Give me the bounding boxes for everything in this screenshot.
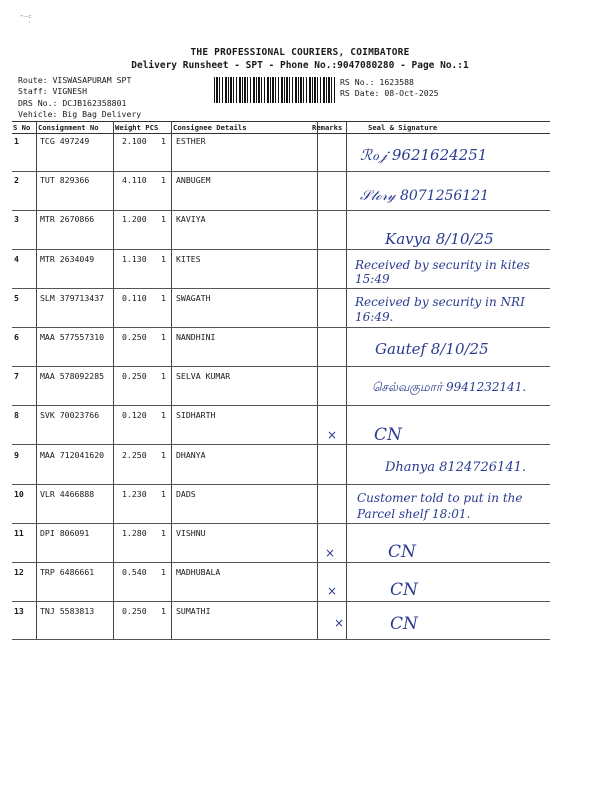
row-consignment: VLR 4466888 xyxy=(40,489,95,499)
row-consignee: DHANYA xyxy=(176,450,206,460)
corner-scribble: ᵔ⁻ᶜ̣ xyxy=(20,14,32,24)
header-bottom-line xyxy=(12,133,550,134)
row-divider xyxy=(12,405,550,406)
header-top-line xyxy=(12,121,550,122)
row-weight: 1.130 xyxy=(122,254,147,264)
staff-label: Staff: VIGNESH xyxy=(18,86,88,96)
row-divider xyxy=(12,562,550,563)
row-consignment: MTR 2670866 xyxy=(40,214,95,224)
row-weight: 0.250 xyxy=(122,606,147,616)
row-consignee: NANDHINI xyxy=(176,332,216,342)
drs-label: DRS No.: DCJB162358801 xyxy=(18,98,127,108)
row-sno: 1 xyxy=(14,136,19,146)
row-weight: 1.230 xyxy=(122,489,147,499)
col-header-consignee: Consignee Details xyxy=(173,123,247,132)
remark-cross-mark: × xyxy=(327,428,338,442)
row-pcs: 1 xyxy=(161,254,166,264)
row-sno: 5 xyxy=(14,293,19,303)
row-signature: செல்வகுமார் 9941232141. xyxy=(372,380,527,394)
row-divider xyxy=(12,484,550,485)
row-divider xyxy=(12,444,550,445)
row-sno: 8 xyxy=(14,410,19,420)
row-signature: Gautef 8/10/25 xyxy=(375,340,489,358)
row-sno: 2 xyxy=(14,175,19,185)
row-signature: CN xyxy=(390,580,418,600)
row-consignment: TUT 829366 xyxy=(40,175,90,185)
row-pcs: 1 xyxy=(161,332,166,342)
row-signature: CN xyxy=(388,542,416,562)
row-pcs: 1 xyxy=(161,606,166,616)
rs-date: RS Date: 08-Oct-2025 xyxy=(340,88,439,98)
row-consignment: MAA 578092285 xyxy=(40,371,105,381)
row-signature: Received by security in NRI 16:49. xyxy=(355,295,525,324)
row-consignment: TRP 6486661 xyxy=(40,567,95,577)
row-sno: 4 xyxy=(14,254,19,264)
row-signature: 𝒮𝓉ℴ𝓇𝓎 8071256121 xyxy=(360,188,490,204)
company-title: THE PROFESSIONAL COURIERS, COIMBATORE xyxy=(190,47,410,58)
row-weight: 2.100 xyxy=(122,136,147,146)
row-sno: 12 xyxy=(14,567,24,577)
col-header-sno: S No xyxy=(13,123,31,132)
runsheet-subtitle: Delivery Runsheet - SPT - Phone No.:9047080280 - Page No.:1 xyxy=(131,60,469,71)
row-consignment: MAA 712041620 xyxy=(40,450,105,460)
row-consignee: KAVIYA xyxy=(176,214,206,224)
remark-cross-mark: × xyxy=(325,546,336,560)
vehicle-label: Vehicle: Big Bag Delivery xyxy=(18,109,142,119)
col-header-weight-pcs: Weight PCS xyxy=(115,123,159,132)
row-consignee: ESTHER xyxy=(176,136,206,146)
row-sno: 3 xyxy=(14,214,19,224)
row-consignee: KITES xyxy=(176,254,201,264)
row-divider xyxy=(12,249,550,250)
row-pcs: 1 xyxy=(161,371,166,381)
row-weight: 0.250 xyxy=(122,332,147,342)
row-pcs: 1 xyxy=(161,489,166,499)
row-weight: 0.540 xyxy=(122,567,147,577)
row-pcs: 1 xyxy=(161,175,166,185)
row-consignment: MTR 2634049 xyxy=(40,254,95,264)
row-divider xyxy=(12,210,550,211)
row-weight: 0.110 xyxy=(122,293,147,303)
row-consignee: SELVA KUMAR xyxy=(176,371,231,381)
row-weight: 1.200 xyxy=(122,214,147,224)
row-consignee: SUMATHI xyxy=(176,606,211,616)
row-pcs: 1 xyxy=(161,214,166,224)
remark-cross-mark: × xyxy=(334,616,345,630)
row-sno: 11 xyxy=(14,528,24,538)
row-pcs: 1 xyxy=(161,293,166,303)
row-signature: CN xyxy=(374,425,402,445)
row-consignment: SLM 379713437 xyxy=(40,293,105,303)
row-consignment: MAA 577557310 xyxy=(40,332,105,342)
row-signature: Dhanya 8124726141. xyxy=(385,460,526,475)
row-signature: Kavya 8/10/25 xyxy=(385,230,494,248)
row-pcs: 1 xyxy=(161,567,166,577)
col-header-remarks: Remarks xyxy=(312,123,343,132)
row-consignee: MADHUBALA xyxy=(176,567,221,577)
row-divider xyxy=(12,327,550,328)
row-consignment: TCG 497249 xyxy=(40,136,90,146)
row-consignee: SIDHARTH xyxy=(176,410,216,420)
row-consignee: ANBUGEM xyxy=(176,175,211,185)
row-divider xyxy=(12,601,550,602)
barcode xyxy=(214,77,336,103)
row-signature: CN xyxy=(390,614,418,634)
row-weight: 1.280 xyxy=(122,528,147,538)
row-sno: 13 xyxy=(14,606,24,616)
row-divider xyxy=(12,171,550,172)
col-header-consignment: Consignment No xyxy=(38,123,99,132)
rs-number: RS No.: 1623588 xyxy=(340,77,414,87)
row-weight: 0.120 xyxy=(122,410,147,420)
row-sno: 10 xyxy=(14,489,24,499)
row-pcs: 1 xyxy=(161,410,166,420)
row-weight: 2.250 xyxy=(122,450,147,460)
row-divider xyxy=(12,639,550,640)
row-weight: 4.110 xyxy=(122,175,147,185)
col-header-seal: Seal & Signature xyxy=(368,123,438,132)
row-pcs: 1 xyxy=(161,528,166,538)
row-divider xyxy=(12,523,550,524)
row-divider xyxy=(12,288,550,289)
remark-cross-mark: × xyxy=(327,584,338,598)
row-sno: 6 xyxy=(14,332,19,342)
row-divider xyxy=(12,366,550,367)
row-consignee: VISHNU xyxy=(176,528,206,538)
row-consignee: DADS xyxy=(176,489,196,499)
row-consignment: SVK 70023766 xyxy=(40,410,100,420)
row-signature: ℛℴ𝒿 9621624251 xyxy=(360,146,488,164)
row-consignee: SWAGATH xyxy=(176,293,211,303)
row-weight: 0.250 xyxy=(122,371,147,381)
row-signature: Received by security in kites 15:49 xyxy=(355,258,530,286)
row-signature: Customer told to put in the Parcel shelf 18:01. xyxy=(357,491,523,521)
row-pcs: 1 xyxy=(161,136,166,146)
row-pcs: 1 xyxy=(161,450,166,460)
row-sno: 7 xyxy=(14,371,19,381)
row-consignment: DPI 806091 xyxy=(40,528,90,538)
route-label: Route: VISWASAPURAM SPT xyxy=(18,75,132,85)
row-sno: 9 xyxy=(14,450,19,460)
row-consignment: TNJ 5583813 xyxy=(40,606,95,616)
